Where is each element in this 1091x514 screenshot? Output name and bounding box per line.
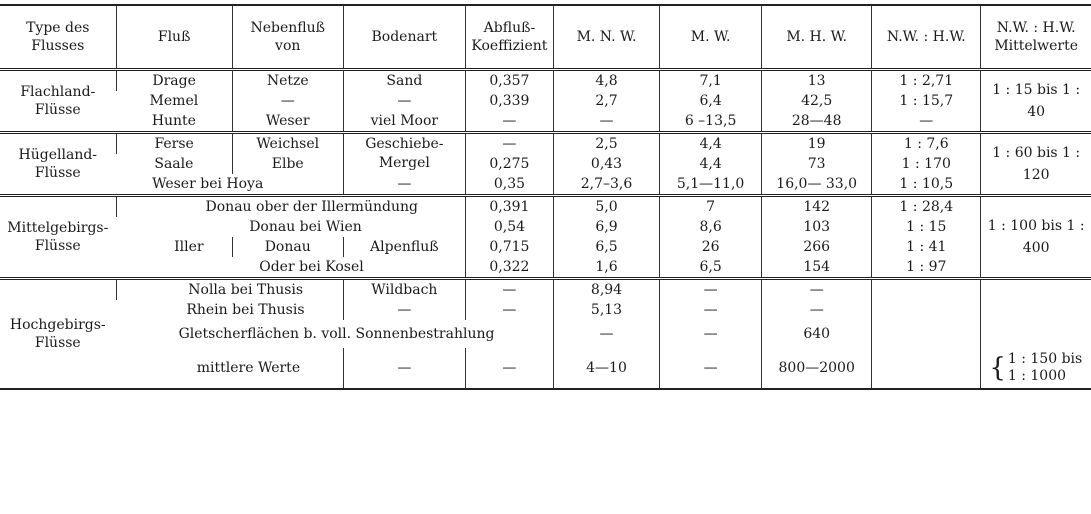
ratio-mean-huegelland: 1 : 60 bis 1 : 120 (981, 133, 1091, 196)
coef-cell: — (465, 111, 553, 133)
mnw-cell: 4—10 (553, 348, 659, 389)
soil-cell: Wildbach (343, 279, 465, 301)
mw-cell: 6,4 (660, 91, 762, 111)
mhw-cell: 103 (762, 217, 872, 237)
table-row (0, 91, 1091, 111)
mhw-cell: 154 (762, 257, 872, 279)
coef-cell: — (465, 279, 553, 301)
ratio-mean-flachland: 1 : 15 bis 1 : 40 (981, 70, 1091, 133)
mw-cell: 4,4 (660, 154, 762, 174)
table-row (0, 300, 1091, 320)
coef-cell: 0,322 (465, 257, 553, 279)
coef-cell: 0,391 (465, 196, 553, 218)
header-tributary: Nebenfluß von (232, 5, 343, 70)
type-mittelgebirg: Mittelgebirgs-Flüsse (0, 196, 116, 279)
mnw-cell: — (553, 320, 659, 348)
soil-cell: — (343, 300, 465, 320)
ratio-cell: 1 : 7,6 (872, 133, 981, 155)
header-ratio-mean: N.W. : H.W. Mittelwerte (981, 5, 1091, 70)
mhw-cell: 13 (762, 70, 872, 92)
tributary-cell: — (343, 174, 465, 196)
mnw-cell: 4,8 (553, 70, 659, 92)
coef-cell: — (465, 300, 553, 320)
mnw-cell: 6,5 (553, 237, 659, 257)
river-cell: Donau bei Wien (249, 219, 362, 235)
table-row (0, 133, 1091, 155)
table-row (0, 111, 1091, 133)
table-row (0, 174, 1091, 196)
ratio-mean-hochgebirg (981, 279, 1091, 349)
mhw-cell: 640 (762, 320, 872, 348)
header-runoff: Abfluß-Koeffizient (465, 5, 553, 70)
mw-cell: 8,6 (660, 217, 762, 237)
mnw-cell: 6,9 (553, 217, 659, 237)
mnw-cell: 5,0 (553, 196, 659, 218)
coef-cell: 0,275 (465, 154, 553, 174)
mhw-cell: 73 (762, 154, 872, 174)
tributary-cell: Weichsel (232, 133, 343, 155)
ratio-cell (872, 279, 981, 301)
river-cell: Iller (174, 239, 204, 255)
soil-cell: viel Moor (343, 111, 465, 133)
table-row (0, 257, 1091, 279)
mnw-cell: 8,94 (553, 279, 659, 301)
tributary-cell: Weser (232, 111, 343, 133)
river-cell: Rhein bei Thusis (186, 302, 305, 318)
ratio-cell (872, 320, 981, 348)
mhw-cell: 16,0— 33,0 (762, 174, 872, 196)
ratio-cell: 1 : 97 (872, 257, 981, 279)
mhw-cell: 28—48 (762, 111, 872, 133)
table-row (0, 320, 1091, 348)
ratio-range-text (1008, 351, 1082, 385)
river-cell: Saale (154, 156, 194, 172)
ratio-range-line2: 1 : 1000 (1007, 368, 1067, 384)
mnw-cell: — (553, 111, 659, 133)
mhw-cell: — (762, 279, 872, 301)
mw-cell: — (660, 279, 762, 301)
table-row (0, 196, 1091, 218)
river-cell: mittlere Werte (116, 348, 343, 389)
coef-cell: 0,357 (465, 70, 553, 92)
ratio-mean-mittelgebirg: 1 : 100 bis 1 : 400 (981, 196, 1091, 279)
table-row (0, 154, 1091, 174)
soil-cell: — (343, 348, 465, 389)
ratio-cell (872, 348, 981, 389)
soil-cell: Geschiebe-Mergel (343, 133, 465, 175)
table-row (0, 70, 1091, 92)
coef-cell: — (465, 133, 553, 155)
mw-cell: 4,4 (660, 133, 762, 155)
ratio-mean-hochgebirg-range (981, 348, 1091, 389)
river-cell: Weser bei Hoya (116, 174, 343, 196)
ratio-cell (872, 300, 981, 320)
mnw-cell: 0,43 (553, 154, 659, 174)
mhw-cell: 266 (762, 237, 872, 257)
coef-cell: 0,339 (465, 91, 553, 111)
river-discharge-table (0, 4, 1091, 390)
header-mhw: M. H. W. (762, 5, 872, 70)
ratio-cell: 1 : 28,4 (872, 196, 981, 218)
tributary-cell: Elbe (232, 154, 343, 174)
ratio-cell: 1 : 10,5 (872, 174, 981, 196)
ratio-cell: — (872, 111, 981, 133)
river-cell: Ferse (116, 133, 232, 155)
mnw-cell: 2,7 (553, 91, 659, 111)
soil-cell: Alpenfluß (343, 237, 465, 257)
coef-cell: 0,54 (465, 217, 553, 237)
soil-cell: — (343, 91, 465, 111)
mw-cell: 6 –13,5 (660, 111, 762, 133)
mw-cell: — (660, 320, 762, 348)
mnw-cell: 5,13 (553, 300, 659, 320)
type-flachland: Flachland-Flüsse (0, 70, 116, 133)
river-cell: Drage (116, 70, 232, 92)
river-cell: Hunte (116, 111, 232, 133)
header-type: Type des Flusses (0, 5, 116, 70)
header-ratio: N.W. : H.W. (872, 5, 981, 70)
mhw-cell: 800—2000 (762, 348, 872, 389)
mw-cell: — (660, 300, 762, 320)
river-cell: Oder bei Kosel (116, 257, 465, 279)
tributary-cell: — (232, 91, 343, 111)
mw-cell: 7 (660, 196, 762, 218)
mhw-cell: — (762, 300, 872, 320)
mw-cell: 6,5 (660, 257, 762, 279)
mhw-cell: 42,5 (762, 91, 872, 111)
header-river: Fluß (116, 5, 232, 70)
coef-cell: 0,715 (465, 237, 553, 257)
soil-cell: Sand (343, 70, 465, 92)
tributary-cell: Netze (232, 70, 343, 92)
header-mnw: M. N. W. (553, 5, 659, 70)
river-cell: Gletscherflächen b. voll. Sonnenbestrahlung (178, 326, 495, 342)
type-huegelland: Hügelland-Flüsse (0, 133, 116, 196)
header-soil: Bodenart (343, 5, 465, 70)
ratio-range-line1: 1 : 150 bis (1007, 351, 1083, 367)
brace-symbol: { (989, 353, 1006, 383)
mhw-cell: 142 (762, 196, 872, 218)
header-row (0, 5, 1091, 70)
table-row (0, 279, 1091, 301)
table-row (0, 237, 1091, 257)
ratio-cell: 1 : 41 (872, 237, 981, 257)
river-cell: Nolla bei Thusis (116, 279, 343, 301)
mhw-cell: 19 (762, 133, 872, 155)
mnw-cell: 2,7–3,6 (553, 174, 659, 196)
ratio-cell: 1 : 170 (872, 154, 981, 174)
tributary-cell: Donau (232, 237, 343, 257)
ratio-cell: 1 : 15 (872, 217, 981, 237)
mw-cell: 26 (660, 237, 762, 257)
river-cell: Donau ober der Illermündung (116, 196, 465, 218)
mnw-cell: 1,6 (553, 257, 659, 279)
mw-cell: — (660, 348, 762, 389)
mw-cell: 7,1 (660, 70, 762, 92)
mw-cell: 5,1—11,0 (660, 174, 762, 196)
table-row (0, 217, 1091, 237)
coef-cell: — (465, 348, 553, 389)
coef-cell: 0,35 (465, 174, 553, 196)
type-hochgebirg: Hochgebirgs-Flüsse (0, 279, 116, 390)
ratio-cell: 1 : 15,7 (872, 91, 981, 111)
table-row (0, 348, 1091, 389)
ratio-cell: 1 : 2,71 (872, 70, 981, 92)
river-cell: Memel (149, 93, 199, 109)
header-mw: M. W. (660, 5, 762, 70)
mnw-cell: 2,5 (553, 133, 659, 155)
